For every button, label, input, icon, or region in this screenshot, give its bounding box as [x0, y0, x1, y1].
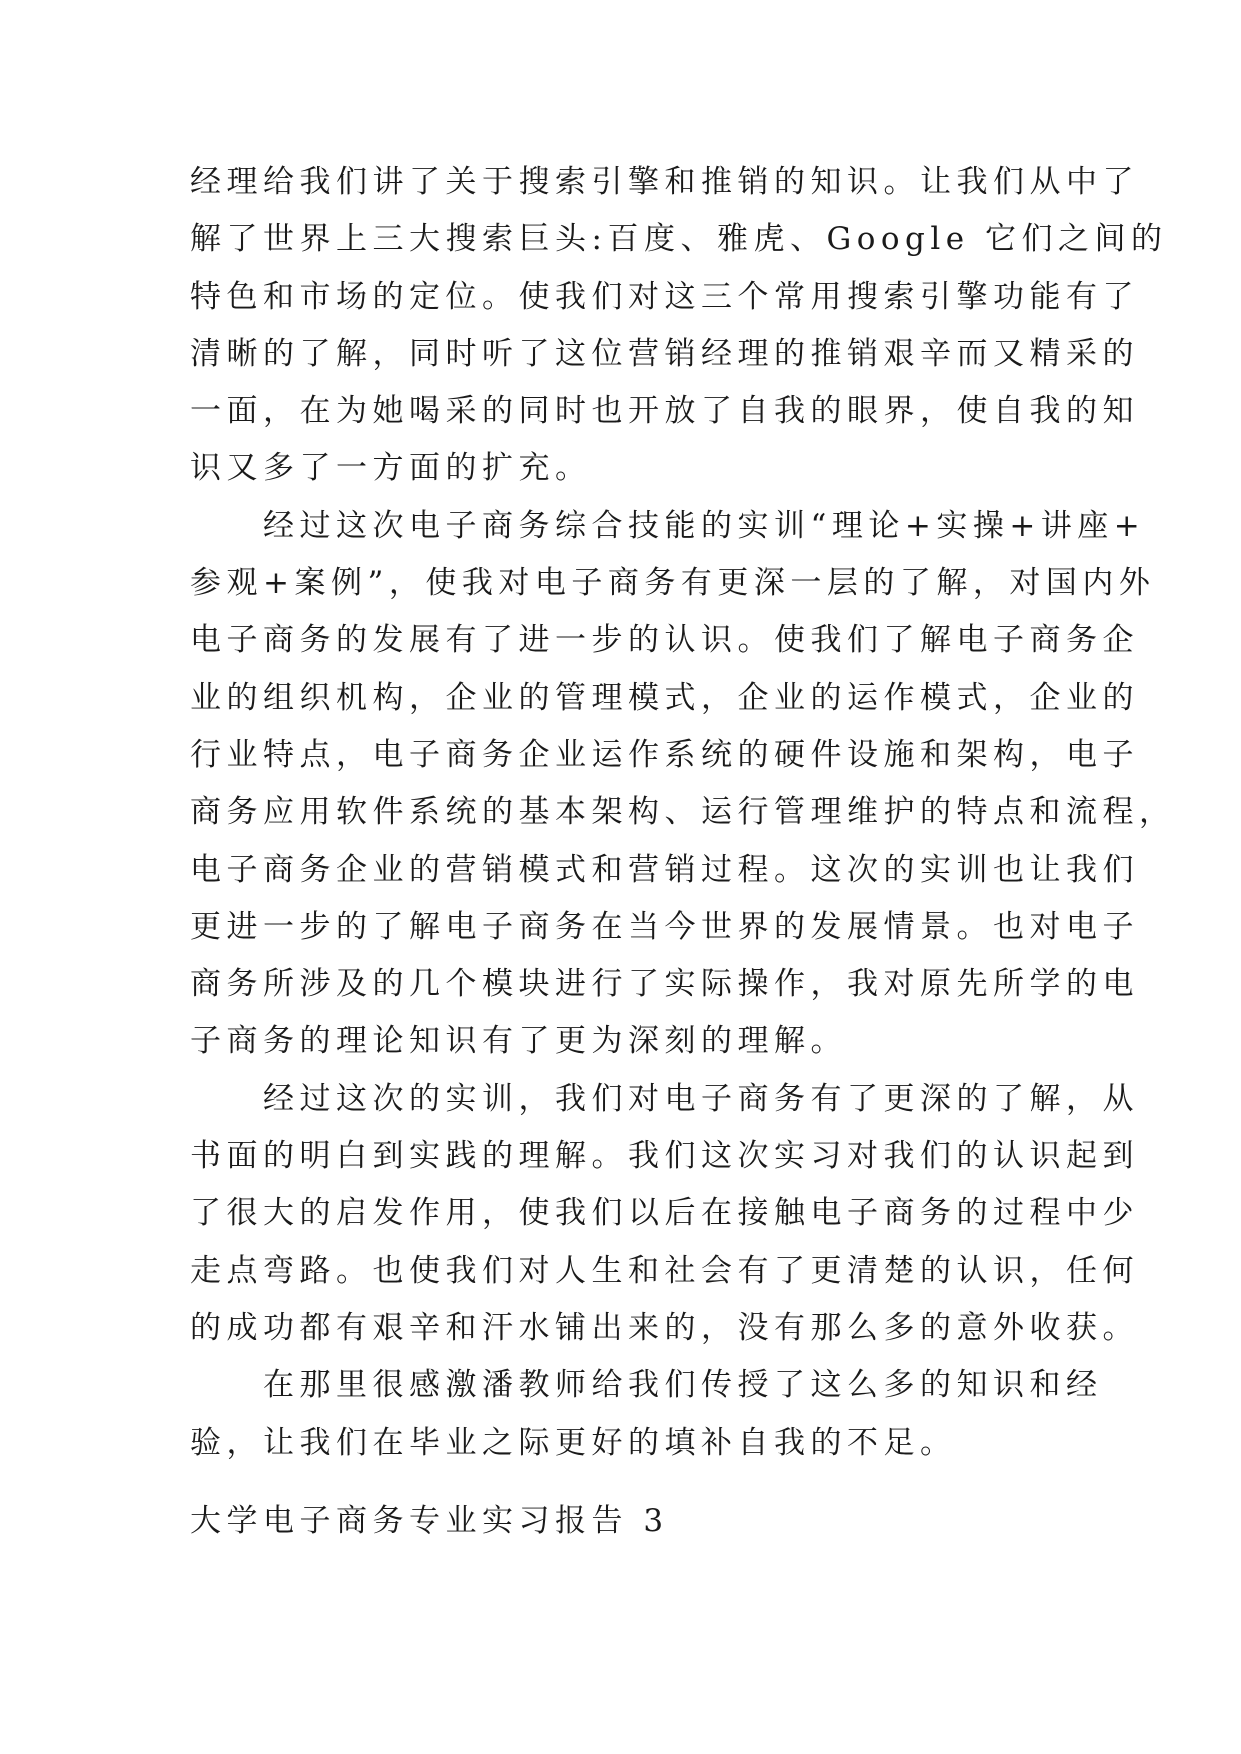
text-line: 在那里很感激潘教师给我们传授了这么多的知识和经: [190, 1367, 1103, 1404]
text-line: 更进一步的了解电子商务在当今世界的发展情景。也对电子: [190, 908, 1139, 945]
text-line: 的成功都有艰辛和汗水铺出来的，没有那么多的意外收获。: [190, 1309, 1139, 1346]
text-line: 经理给我们讲了关于搜索引擎和推销的知识。让我们从中了: [190, 164, 1139, 200]
text-line: 电子商务企业的营销模式和营销过程。这次的实训也让我们: [190, 851, 1139, 888]
text-line: 解了世界上三大搜索巨头:百度、雅虎、Google 它们之间的: [190, 221, 1168, 258]
text-line: 走点弯路。也使我们对人生和社会有了更清楚的认识，任何: [190, 1252, 1139, 1289]
text-line: 经过这次的实训，我们对电子商务有了更深的了解，从: [190, 1080, 1139, 1117]
text-line: 特色和市场的定位。使我们对这三个常用搜索引擎功能有了: [190, 278, 1139, 315]
body-text: [190, 154, 1176, 1472]
text-line: 经过这次电子商务综合技能的实训“理论+实操+讲座+: [190, 507, 1146, 544]
text-line: 商务所涉及的几个模块进行了实际操作，我对原先所学的电: [190, 966, 1139, 1003]
text-line: 清晰的了解，同时听了这位营销经理的推销艰辛而又精采的: [190, 335, 1139, 372]
text-line: 书面的明白到实践的理解。我们这次实习对我们的认识起到: [190, 1138, 1139, 1175]
text-line: 行业特点，电子商务企业运作系统的硬件设施和架构，电子: [190, 736, 1139, 773]
text-line: 识又多了一方面的扩充。: [190, 450, 592, 487]
section-heading: 大学电子商务专业实习报告 3: [190, 1503, 669, 1539]
text-line: 商务应用软件系统的基本架构、运行管理维护的特点和流程，: [190, 794, 1176, 831]
text-line: 了很大的启发作用，使我们以后在接触电子商务的过程中少: [190, 1195, 1139, 1232]
text-line: 子商务的理论知识有了更为深刻的理解。: [190, 1023, 847, 1060]
text-line: 业的组织机构，企业的管理模式，企业的运作模式，企业的: [190, 679, 1139, 716]
text-line: 一面，在为她喝采的同时也开放了自我的眼界，使自我的知: [190, 393, 1139, 430]
text-line: 参观+案例”，使我对电子商务有更深一层的了解，对国内外: [190, 565, 1156, 602]
text-line: 电子商务的发展有了进一步的认识。使我们了解电子商务企: [190, 622, 1139, 659]
text-line: 验，让我们在毕业之际更好的填补自我的不足。: [190, 1424, 957, 1461]
